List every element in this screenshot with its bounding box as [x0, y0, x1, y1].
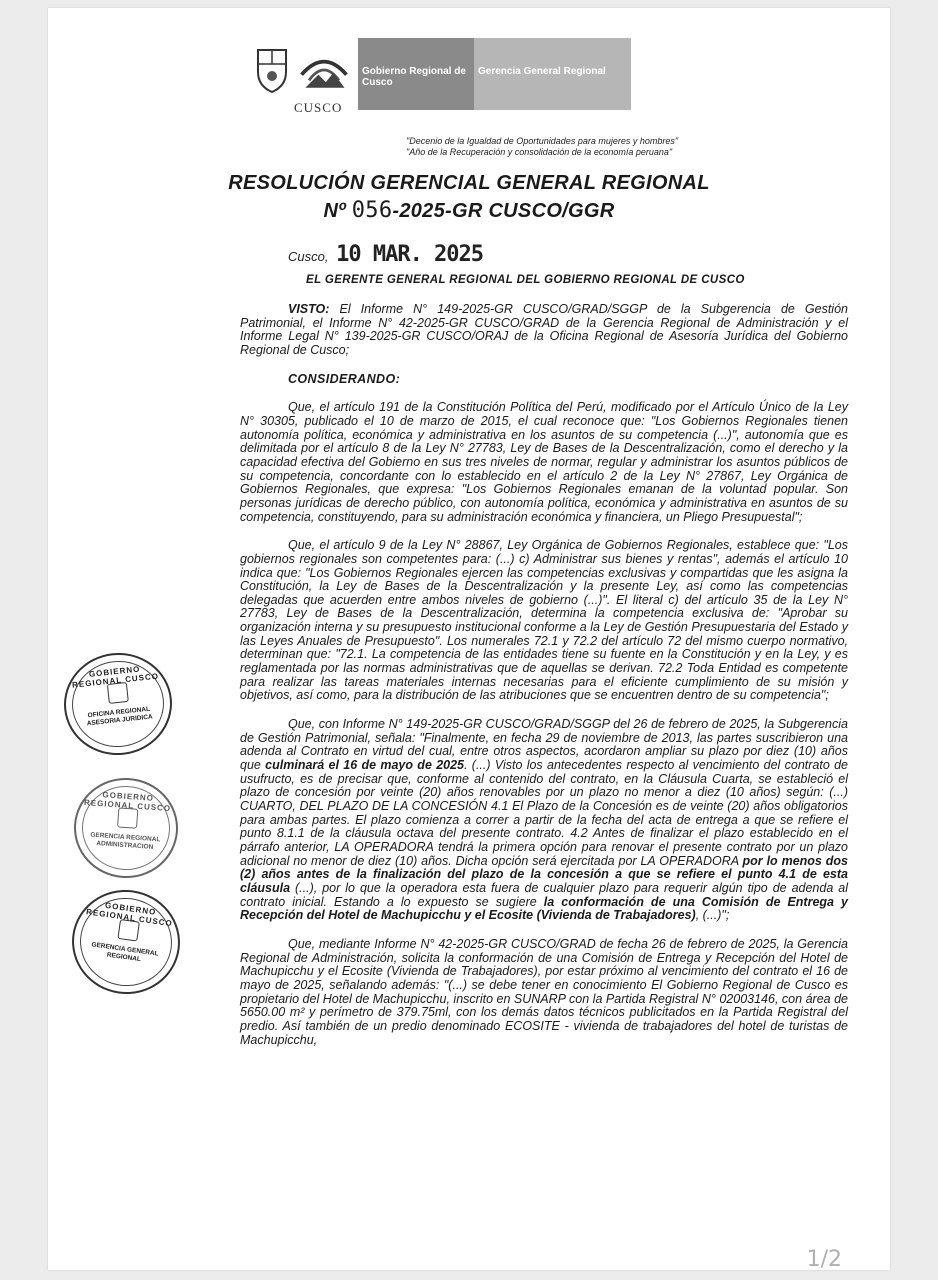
paragraph-3-bold-d: por lo menos dos (2) años antes de la finalización del plazo de la concesión a que se refiere el punto 4.1 de esta cláusula: [240, 853, 848, 895]
resolution-title: RESOLUCIÓN GERENCIAL GENERAL REGIONAL: [228, 172, 710, 194]
paragraph-3-bold-b: culminará el 16 de mayo de 2025: [265, 758, 465, 773]
cusco-sun-logo-icon: [296, 44, 352, 96]
paragraph-3-bold-f: la conformación de una Comisión de Entrega y Recepción del Hotel de Machupicchu y el Ecosite (Vivienda de Trabajadores): [240, 894, 849, 923]
seal-text: GERENCIA GENERAL REGIONAL: [90, 941, 159, 964]
decenio-line-2: "Año de la Recuperación y consolidación de la economía peruana": [406, 147, 673, 157]
paragraph-1: Que, el artículo 191 de la Constitución Política del Perú, modificado por el Artículo Único de la Ley N° 30305, publicado el 10 de marzo de 2015, el cual reconoce que: "Los Gobiernos Regionales tienen autonomía política, económica y administrativa en los asuntos de su competencia (...)", autonomía que es delimitada por el artículo 8 de la Ley N° 27783, Ley de Bases de la Descentralización, como el derecho y la capacidad efectiva del Gobierno en sus tres niveles de normar, regular y administrar los asuntos públicos de su competencia, concordante con lo establecido en el artículo 2 de la Ley N° 27867, Ley Orgánica de Gobiernos Regionales, que expresa: "Los Gobiernos Regionales emanan de la voluntad popular. Son personas jurídicas de derecho público, con autonomía política, económica y administrativa en asuntos de su competencia, constituyendo, para su administración económica y financiera, un Pliego Presupuestal";: [240, 400, 848, 524]
decenio-line-1: "Decenio de la Igualdad de Oportunidades para mujeres y hombres": [406, 136, 679, 146]
authority-heading: EL GERENTE GENERAL REGIONAL DEL GOBIERNO REGIONAL DE CUSCO: [306, 274, 745, 286]
seal-arc-text: GOBIERNO REGIONAL CUSCO: [71, 664, 160, 690]
paragraph-3-text-c: . (...) Visto los antecedentes respecto al vencimiento del contrato de usufructo, es de precisar que, conforme al contenido del contrato, en la Cláusula Cuarta, se estableció el plazo de concesión por veinte (20) años renovables por un plazo no menor a diez (10 años) según: (...) CUARTO, DEL PLAZO DE LA CONCESIÓN 4.1 El Plazo de la Concesión es de veinte (20) años obligatorios para ambas partes. El plazo comienza a correr a partir de la fecha del acta de entrega a que se refiere el punto 8.1.1 de la cláusula octava del presente contrato. 4.2 Antes de finalizar el plazo establecido en el párrafo anterior, LA OPERADORA tendrá la primera opción para renovar el presente contrato por un plazo adicional no menor de diez (10) años. Dicha opción será ejercitada por LA OPERADORA: [240, 758, 848, 868]
org-name-band: Gobierno Regional de Cusco: [358, 38, 474, 110]
paragraph-3-text-e: (...), por lo que la operadora esta fuera de cualquier plazo para requerir algún tipo de adenda al contrato inicial. Estando a lo expuesto se sugiere: [240, 880, 848, 909]
resolution-number: 056: [351, 198, 393, 223]
paragraph-3: [240, 718, 848, 923]
seal-crest-icon: [117, 807, 138, 828]
visto-text: El Informe N° 149-2025-GR CUSCO/GRAD/SGGP de la Subgerencia de Gestión Patrimonial, el Informe N° 42-2025-GR CUSCO/GRAD de la Gerencia Regional de Administración y el Informe Legal N° 139-2025-GR CUSCO/ORAJ de la Oficina Regional de Asesoría Jurídica del Gobierno Regional de Cusco;: [240, 302, 848, 357]
cusco-logo-text: CUSCO: [294, 100, 343, 115]
resolution-number-suffix: -2025-GR CUSCO/GGR: [392, 200, 615, 222]
seal-asesoria-juridica: [59, 648, 177, 761]
document-page: [48, 8, 890, 1270]
seal-crest-icon: [117, 919, 140, 942]
paragraph-2: Que, el artículo 9 de la Ley N° 28867, Ley Orgánica de Gobiernos Regionales, establece que: "Los gobiernos regionales son competentes para: (...) c) Administrar sus bienes y rentas", además el artículo 10 indica que: "Los Gobiernos Regionales ejercen las competencias exclusivas y compartidas que les asigna la Constitución, la Ley de Bases de la Descentralización y la presente Ley, así como las competencias delegadas que acuerden entre ambos niveles de gobierno (...)". El literal c) del artículo 35 de la Ley N° 27783, Ley de Bases de la Descentralización, determina la competencia exclusiva de: "Aprobar su organización interna y su presupuesto institucional conforme a la Ley de Gestión Presupuestaria del Estado y las Leyes Anuales de Presupuesto". Los numerales 72.1 y 72.2 del artículo 72 del mismo cuerpo normativo, determinan que: "72.1. La competencia de las entidades tiene su fuente en la Constitución y en la Ley, y es reglamentada por las normas administrativas que de aquellas se derivan. 72.2 Toda Entidad es competente para realizar las tareas materiales internas necesarias para el eficiente cumplimiento de su misión y objetivos, así como, para la distribución de las atribuciones que se encuentren dentro de su competencia";: [240, 538, 848, 703]
seal-gerencia-general: [65, 883, 186, 1001]
seal-administracion: [71, 774, 182, 881]
peru-coat-of-arms-icon: [252, 46, 292, 94]
date-line: [288, 242, 483, 267]
date-place: Cusco,: [288, 249, 329, 264]
document-body: [240, 303, 848, 1062]
letterhead: [246, 38, 631, 115]
seal-text: GERENCIA REGIONAL ADMINISTRACION: [90, 831, 161, 851]
seal-arc-text: GOBIERNO REGIONAL CUSCO: [83, 790, 172, 814]
seal-text: OFICINA REGIONAL ASESORIA JURIDICA: [86, 705, 154, 728]
org-unit-band: Gerencia General Regional: [474, 38, 631, 110]
resolution-number-line: [48, 198, 890, 223]
paragraph-3-text-a: Que, con Informe N° 149-2025-GR CUSCO/GRAD/SGGP del 26 de febrero de 2025, la Subgerencia de Gestión Patrimonial, señala: "Finalmente, en fecha 29 de noviembre de 2013, las partes suscribieron una adenda al Contrato en virtud del cual, entre otros aspectos, acordaron ampliar su plazo por diez (10) años que: [240, 717, 848, 773]
seal-arc-text: GOBIERNO REGIONAL CUSCO: [85, 900, 174, 929]
logo-area: [246, 38, 358, 115]
visto-paragraph: [240, 303, 848, 358]
seal-crest-icon: [107, 682, 129, 704]
visto-label: VISTO:: [288, 302, 330, 316]
considerando-heading: CONSIDERANDO:: [288, 371, 401, 386]
paragraph-4: Que, mediante Informe N° 42-2025-GR CUSCO/GRAD de fecha 26 de febrero de 2025, la Gerencia Regional de Administración, solicita la conformación de una Comisión de Entrega y Recepción del Hotel de Machupicchu y el Ecosite (Vivienda de Trabajadores), por estar próximo al vencimiento del contrato el 16 de mayo de 2025, señalando además: "(...) se debe tener en conocimiento El Gobierno Regional de Cusco es propietario del Hotel de Machupicchu, inscrito en SUNARP con la Partida Registral N° 02003146, con área de 5650.00 m² y perímetro de 379.75ml, con los demás datos técnicos publicitados en la Partida Registral del predio. Así también de un predio denominado ECOSITE - vivienda de trabajadores del hotel de turistas de Machupicchu,: [240, 936, 848, 1047]
paragraph-3-text-g: , (...)";: [695, 908, 730, 923]
resolution-number-prefix: Nº: [323, 200, 346, 222]
date-stamp: 10 MAR. 2025: [336, 242, 484, 267]
decenio-text: [406, 136, 678, 158]
page-indicator: 1/2: [806, 1247, 842, 1272]
